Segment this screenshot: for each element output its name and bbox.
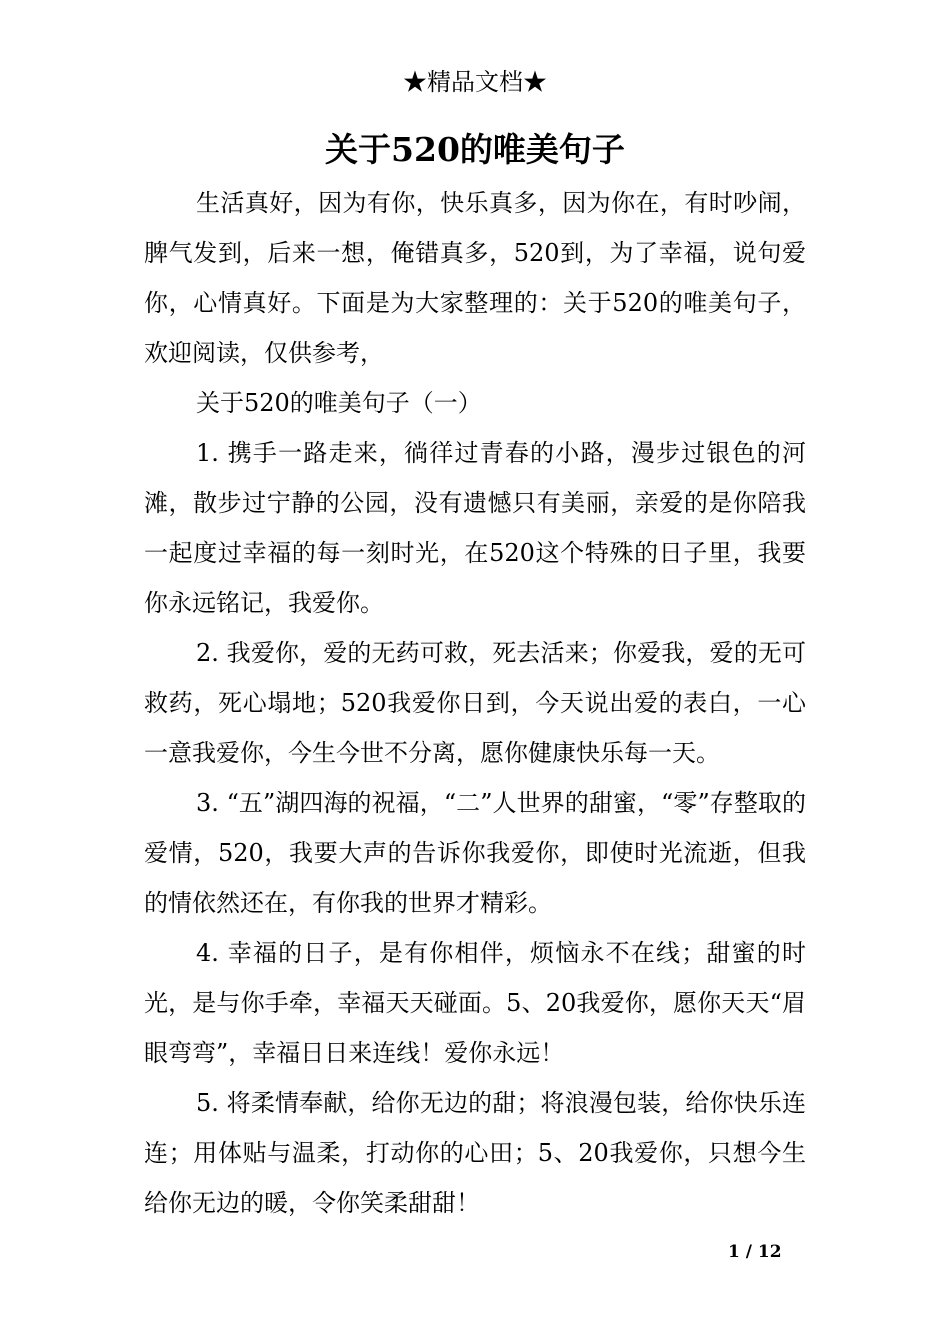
document-title: 关于520的唯美句子 xyxy=(325,130,625,169)
document-body xyxy=(144,178,806,1228)
list-item: 3. “五”湖四海的祝福，“二”人世界的甜蜜，“零”存整取的爱情，520，我要大声的告诉你我爱你，即使时光流逝，但我的情依然还在，有你我的世界才精彩。 xyxy=(144,789,806,917)
list-item: 5. 将柔情奉献，给你无边的甜；将浪漫包装，给你快乐连连；用体贴与温柔，打动你的心田；5、20我爱你，只想今生给你无边的暖，令你笑柔甜甜！ xyxy=(144,1089,806,1217)
page-number: 1 / 12 xyxy=(728,1242,782,1262)
header-banner: ★精品文档★ xyxy=(403,68,547,96)
intro-paragraph: 生活真好，因为有你，快乐真多，因为你在，有时吵闹，脾气发到，后来一想，俺错真多，520到，为了幸福，说句爱你，心情真好。下面是为大家整理的：关于520的唯美句子，欢迎阅读，仅供参考， xyxy=(144,189,806,367)
section-heading: 关于520的唯美句子（一） xyxy=(196,389,482,417)
list-item: 2. 我爱你，爱的无药可救，死去活来；你爱我，爱的无可救药，死心塌地；520我爱你日到，今天说出爱的表白，一心一意我爱你，今生今世不分离，愿你健康快乐每一天。 xyxy=(144,639,806,767)
list-item: 1. 携手一路走来，徜徉过青春的小路，漫步过银色的河滩，散步过宁静的公园，没有遗憾只有美丽，亲爱的是你陪我一起度过幸福的每一刻时光，在520这个特殊的日子里，我要你永远铭记，我爱你。 xyxy=(144,439,806,617)
list-item: 4. 幸福的日子，是有你相伴，烦恼永不在线；甜蜜的时光，是与你手牵，幸福天天碰面。5、20我爱你，愿你天天“眉眼弯弯”，幸福日日来连线！爱你永远！ xyxy=(144,939,806,1067)
